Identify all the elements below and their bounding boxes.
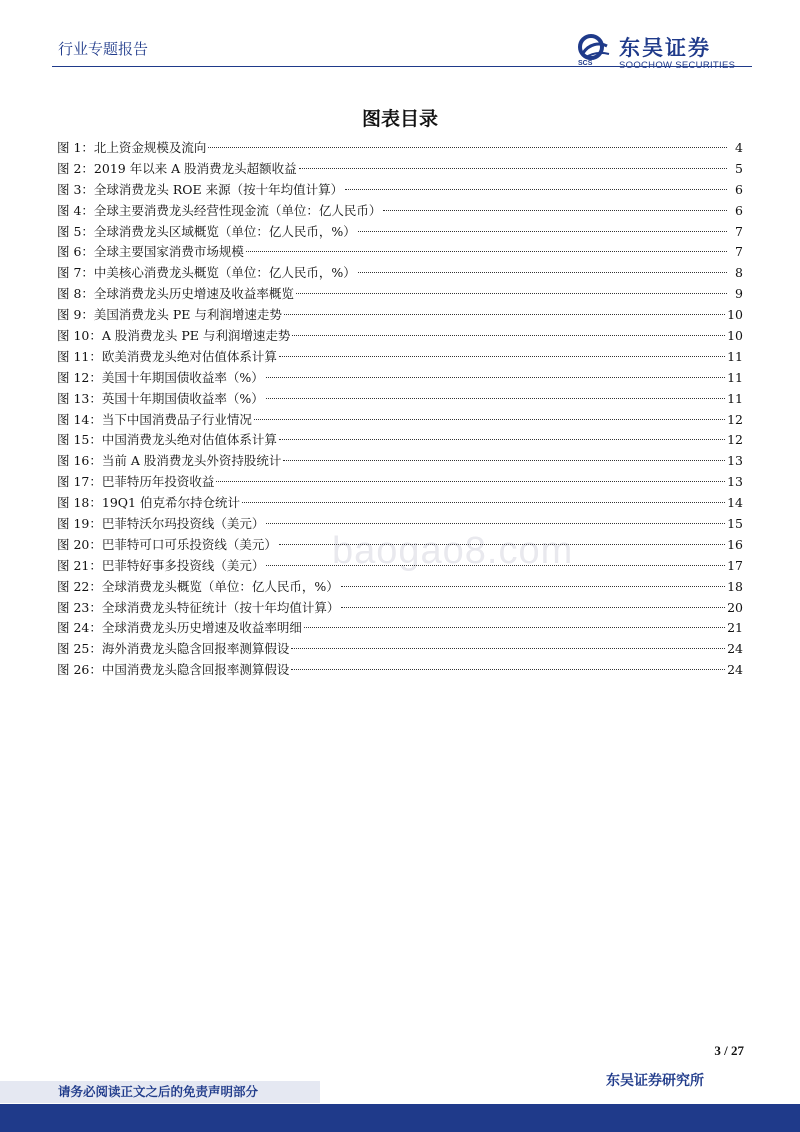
toc-entry-page[interactable]: 16: [727, 536, 743, 552]
toc-leader-dots: [216, 481, 725, 482]
toc-entry-label[interactable]: 图 5：全球消费龙头区域概览（单位：亿人民币，%）: [57, 223, 356, 239]
toc-entry-page[interactable]: 21: [727, 620, 743, 636]
toc-entry-page[interactable]: 13: [727, 453, 743, 469]
toc-entry-page[interactable]: 4: [735, 140, 743, 155]
toc-entry-page[interactable]: 20: [727, 599, 743, 615]
toc-entry-label[interactable]: 图 19：巴菲特沃尔玛投资线（美元）: [57, 516, 265, 532]
toc-entry-page[interactable]: 17: [727, 557, 743, 573]
table-of-figures: [57, 138, 743, 681]
toc-entry-page[interactable]: 24: [727, 662, 743, 678]
page-title: 图表目录: [361, 108, 438, 130]
toc-entry-label[interactable]: 图 17：巴菲特历年投资收益: [57, 474, 215, 490]
toc-entry[interactable]: [57, 222, 743, 243]
toc-entry-label[interactable]: 图 14：当下中国消费品子行业情况: [57, 411, 252, 427]
toc-leader-dots: [291, 669, 725, 670]
page-number: 3 / 27: [714, 1043, 744, 1058]
toc-leader-dots: [254, 419, 725, 420]
toc-entry-page[interactable]: 13: [727, 474, 743, 490]
toc-leader-dots: [291, 648, 725, 649]
toc-entry-label[interactable]: 图 22：全球消费龙头概览（单位：亿人民币，%）: [57, 578, 339, 594]
toc-entry-label[interactable]: 图 8：全球消费龙头历史增速及收益率概览: [57, 286, 294, 302]
toc-leader-dots: [266, 565, 725, 566]
toc-entry-label[interactable]: 图 20：巴菲特可口可乐投资线（美元）: [57, 536, 277, 552]
toc-entry-page[interactable]: 10: [727, 328, 743, 344]
toc-leader-dots: [266, 377, 725, 378]
toc-entry[interactable]: [57, 180, 743, 201]
toc-entry-page[interactable]: 12: [727, 432, 743, 448]
toc-leader-dots: [299, 168, 727, 169]
toc-leader-dots: [266, 523, 725, 524]
toc-entry-page[interactable]: 11: [727, 369, 743, 385]
toc-entry[interactable]: [57, 535, 743, 556]
toc-entry-label[interactable]: 图 11：欧美消费龙头绝对估值体系计算: [57, 348, 277, 364]
toc-entry-page[interactable]: 18: [727, 578, 743, 594]
toc-entry[interactable]: [57, 577, 743, 598]
toc-entry[interactable]: [57, 598, 743, 619]
toc-leader-dots: [345, 189, 727, 190]
toc-leader-dots: [358, 272, 727, 273]
toc-leader-dots: [304, 627, 725, 628]
toc-entry-page[interactable]: 24: [727, 641, 743, 657]
toc-entry[interactable]: [57, 305, 743, 326]
toc-entry[interactable]: [57, 263, 743, 284]
toc-leader-dots: [266, 398, 725, 399]
toc-leader-dots: [279, 439, 725, 440]
toc-leader-dots: [208, 147, 727, 148]
brand-logo: [577, 34, 742, 71]
toc-entry[interactable]: [57, 284, 743, 305]
toc-entry-page[interactable]: 11: [727, 390, 743, 406]
toc-leader-dots: [242, 502, 725, 503]
toc-entry[interactable]: [57, 347, 743, 368]
toc-entry[interactable]: [57, 368, 743, 389]
toc-entry[interactable]: [57, 389, 743, 410]
toc-entry-label[interactable]: 图 6：全球主要国家消费市场规模: [57, 244, 244, 260]
toc-entry[interactable]: [57, 618, 743, 639]
toc-entry[interactable]: [57, 472, 743, 493]
toc-entry-label[interactable]: 图 9：美国消费龙头 PE 与利润增速走势: [57, 307, 282, 323]
toc-leader-dots: [284, 314, 725, 315]
toc-leader-dots: [279, 356, 725, 357]
brand-abbr: SCS: [578, 60, 593, 67]
toc-entry[interactable]: [57, 451, 743, 472]
toc-entry-label[interactable]: 图 26：中国消费龙头隐含回报率测算假设: [57, 662, 290, 678]
toc-entry[interactable]: [57, 410, 743, 431]
toc-entry-page[interactable]: 9: [735, 286, 743, 302]
toc-entry-label[interactable]: 图 7：中美核心消费龙头概览（单位：亿人民币，%）: [57, 265, 356, 281]
toc-entry-page[interactable]: 12: [727, 411, 743, 427]
toc-entry[interactable]: [57, 138, 743, 159]
toc-entry-page[interactable]: 6: [735, 181, 743, 197]
toc-entry-label[interactable]: 图 24：全球消费龙头历史增速及收益率明细: [57, 620, 302, 636]
toc-entry-label[interactable]: 图 18：19Q1 伯克希尔持仓统计: [57, 495, 240, 511]
toc-entry[interactable]: [57, 159, 743, 180]
toc-leader-dots: [246, 251, 727, 252]
toc-entry-label[interactable]: 图 16：当前 A 股消费龙头外资持股统计: [57, 453, 282, 469]
toc-leader-dots: [296, 293, 727, 294]
toc-entry-label[interactable]: 图 25：海外消费龙头隐含回报率测算假设: [57, 641, 290, 657]
toc-entry-page[interactable]: 5: [735, 160, 743, 176]
toc-entry-page[interactable]: 6: [735, 202, 743, 218]
toc-entry-page[interactable]: 8: [735, 265, 743, 281]
toc-entry[interactable]: [57, 201, 743, 222]
toc-entry[interactable]: [57, 493, 743, 514]
toc-entry-label[interactable]: 图 3：全球消费龙头 ROE 来源（按十年均值计算）: [57, 181, 344, 197]
toc-entry[interactable]: [57, 326, 743, 347]
toc-entry-label[interactable]: 图 10：A 股消费龙头 PE 与利润增速走势: [57, 328, 291, 344]
toc-entry-page[interactable]: 14: [727, 495, 743, 511]
toc-leader-dots: [341, 607, 725, 608]
toc-leader-dots: [292, 335, 725, 336]
toc-entry[interactable]: [57, 556, 743, 577]
toc-entry-label[interactable]: 图 15：中国消费龙头绝对估值体系计算: [57, 432, 277, 448]
toc-leader-dots: [279, 544, 725, 545]
footer-bar: [0, 1104, 800, 1132]
toc-entry-label[interactable]: 图 13：英国十年期国债收益率（%）: [57, 390, 264, 406]
toc-entry[interactable]: [57, 639, 743, 660]
report-type-label: 行业专题报告: [58, 40, 149, 58]
toc-leader-dots: [341, 586, 725, 587]
toc-entry-page[interactable]: 10: [727, 307, 743, 323]
toc-entry[interactable]: [57, 430, 743, 451]
toc-entry-page[interactable]: 15: [727, 516, 743, 532]
header-divider: [52, 66, 752, 67]
footer-organization: 东吴证券研究所: [606, 1073, 704, 1089]
toc-entry-label[interactable]: 图 1：北上资金规模及流向: [57, 140, 207, 155]
toc-entry-page[interactable]: 7: [735, 244, 743, 260]
watermark: baogao8.com: [332, 530, 574, 572]
toc-entry-label[interactable]: 图 21：巴菲特好事多投资线（美元）: [57, 557, 265, 573]
toc-entry-label[interactable]: 图 23：全球消费龙头特征统计（按十年均值计算）: [57, 599, 340, 615]
toc-leader-dots: [283, 460, 725, 461]
toc-entry[interactable]: [57, 514, 743, 535]
toc-entry[interactable]: [57, 660, 743, 681]
toc-entry[interactable]: [57, 242, 743, 263]
toc-entry-label[interactable]: 图 12：美国十年期国债收益率（%）: [57, 369, 264, 385]
toc-entry-page[interactable]: 11: [727, 348, 743, 364]
toc-entry-label[interactable]: 图 4：全球主要消费龙头经营性现金流（单位：亿人民币）: [57, 202, 382, 218]
toc-entry-label[interactable]: 图 2：2019 年以来 A 股消费龙头超额收益: [57, 160, 297, 176]
toc-entry-page[interactable]: 7: [735, 223, 743, 239]
brand-name-en: SOOCHOW SECURITIES: [619, 60, 736, 71]
brand-name-cn: 东吴证券: [619, 36, 711, 60]
toc-leader-dots: [383, 210, 727, 211]
toc-leader-dots: [358, 231, 727, 232]
footer-disclaimer: 请务必阅读正文之后的免责声明部分: [0, 1081, 320, 1103]
